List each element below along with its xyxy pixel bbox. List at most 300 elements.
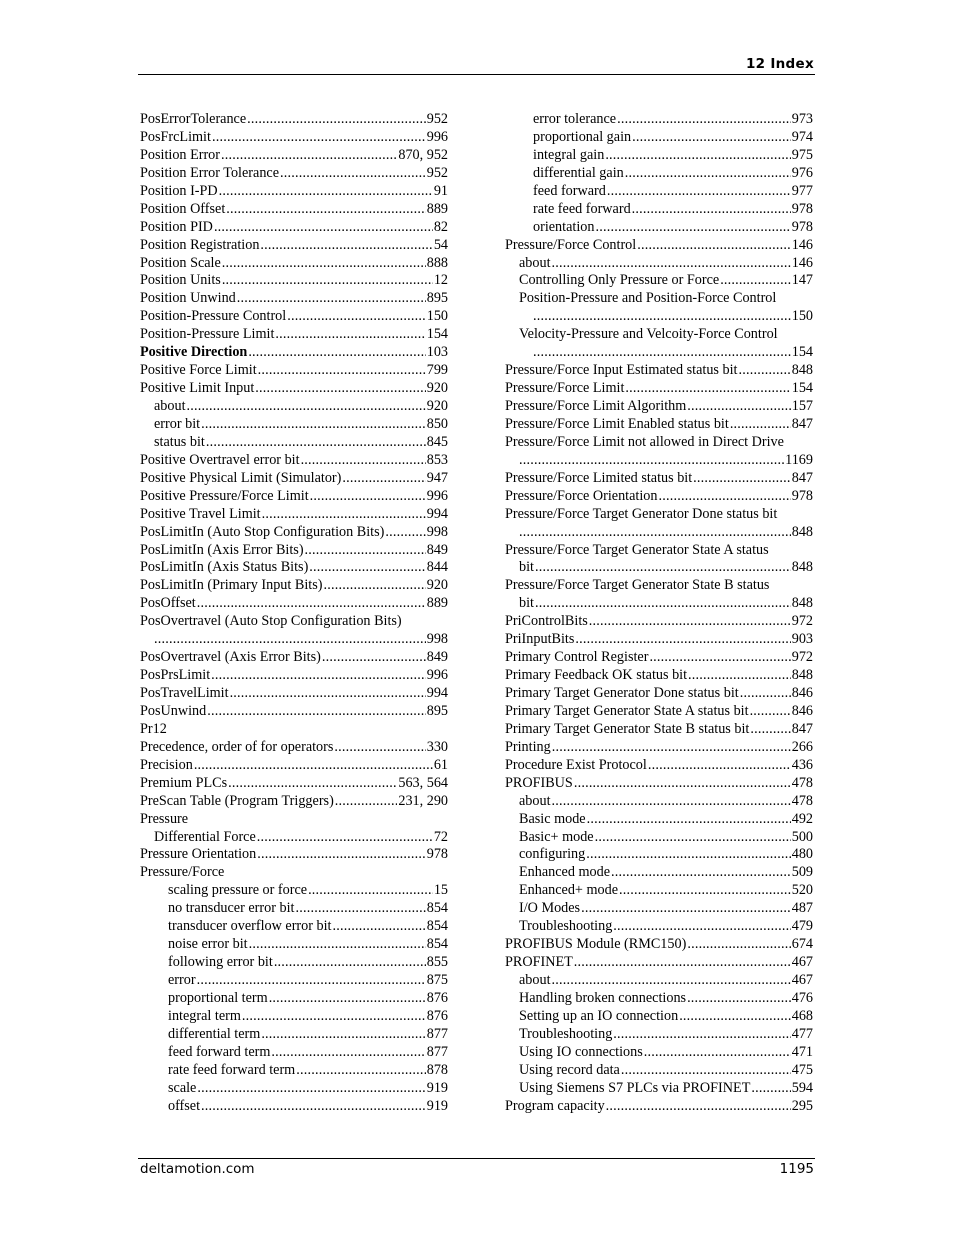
page-reference-link[interactable]: 150 [791, 308, 813, 325]
page-reference-link[interactable]: 154 [791, 380, 813, 397]
index-entry [140, 416, 448, 434]
index-entry [505, 524, 813, 542]
dot-leader [201, 1098, 426, 1116]
dot-leader [535, 595, 791, 613]
index-entry [505, 219, 813, 237]
page-reference-link[interactable]: 468 [791, 1007, 813, 1024]
index-term: Position I-PD [140, 182, 218, 199]
index-entry [140, 129, 448, 147]
index-term: Pressure/Force Control [505, 236, 637, 253]
footer-page-number: 1195 [779, 1161, 814, 1177]
index-entry [505, 201, 813, 219]
dot-leader [595, 219, 790, 237]
index-term: rate feed forward [533, 200, 631, 217]
page-reference-link[interactable]: 994 [426, 505, 448, 522]
page-reference-link[interactable]: 150 [426, 308, 448, 325]
index-term: Position Unwind [140, 290, 236, 307]
index-entry [140, 954, 448, 972]
index-term: transducer overflow error bit [168, 918, 332, 935]
page-reference-link[interactable]: 878 [426, 1061, 448, 1078]
dot-leader [611, 864, 791, 882]
page-reference-link[interactable]: 998 [426, 631, 448, 648]
page-reference-link[interactable]: 876 [426, 989, 448, 1006]
page-reference-link[interactable]: 889 [426, 200, 448, 217]
dot-leader [617, 111, 791, 129]
page-reference-link[interactable]: 72 [433, 828, 448, 845]
dot-leader [687, 936, 790, 954]
dot-leader [323, 577, 425, 595]
index-entry [505, 506, 813, 524]
index-entry [140, 219, 448, 237]
page-reference-link[interactable]: 919 [426, 1079, 448, 1096]
index-entry [140, 667, 448, 685]
index-entry [140, 739, 448, 757]
index-entry [140, 864, 448, 882]
page-reference-link[interactable]: 977 [791, 182, 813, 199]
page-reference-link[interactable]: 492 [791, 810, 813, 827]
index-term: PosUnwind [140, 702, 207, 719]
index-entry [505, 846, 813, 864]
index-term: Positive Physical Limit (Simulator) [140, 469, 342, 486]
page-reference-link[interactable]: 509 [791, 864, 813, 881]
index-entry [505, 1098, 813, 1116]
index-entry [140, 201, 448, 219]
index-entry [140, 972, 448, 990]
page-reference-link[interactable]: 978 [791, 487, 813, 504]
dot-leader [751, 1080, 790, 1098]
index-term: Precision [140, 756, 193, 773]
index-term: offset [168, 1097, 201, 1114]
index-entry [505, 1008, 813, 1026]
page-reference-link[interactable]: 998 [426, 523, 448, 540]
page-reference-link[interactable]: 846 [791, 685, 813, 701]
index-term: error tolerance [533, 111, 617, 127]
dot-leader [552, 255, 791, 273]
index-entry [505, 631, 813, 649]
dot-leader [222, 255, 426, 273]
index-term: Positive Travel Limit [140, 505, 261, 522]
index-entry [505, 1062, 813, 1080]
index-entry [505, 272, 813, 290]
page-reference-link[interactable]: 487 [791, 900, 813, 917]
page-reference-link[interactable]: 847 [791, 469, 813, 486]
index-entry [140, 757, 448, 775]
index-entry [140, 882, 448, 900]
index-entry [140, 165, 448, 183]
page-reference-link[interactable]: 850 [426, 415, 448, 432]
index-term: Primary Target Generator State B status bit [505, 720, 750, 737]
index-entry [140, 488, 448, 506]
index-entry [505, 416, 813, 434]
index-term: Pressure/Force Target Generator State A status [505, 541, 769, 558]
index-entry [505, 1080, 813, 1098]
page-reference-link[interactable]: 877 [426, 1043, 448, 1060]
page-reference-link[interactable]: 888 [426, 254, 448, 271]
page-reference-link[interactable]: 91 [433, 182, 448, 199]
page-reference-link[interactable]: 978 [791, 218, 813, 235]
page-reference-link[interactable]: 154 [791, 344, 813, 361]
index-term: PosFrcLimit [140, 128, 211, 145]
page-reference-link[interactable]: 330 [426, 738, 448, 755]
index-entry [505, 990, 813, 1008]
dot-leader [271, 1044, 425, 1062]
index-term: Primary Control Register [505, 649, 649, 666]
index-column-left [140, 111, 448, 1116]
index-entry [505, 362, 813, 380]
index-entry [140, 918, 448, 936]
page-reference-link[interactable]: 157 [791, 398, 813, 414]
page-reference-link[interactable]: 594 [791, 1079, 813, 1096]
index-entry [505, 1044, 813, 1062]
page-reference-link[interactable]: 973 [791, 111, 813, 127]
index-entry [505, 721, 813, 739]
dot-leader [260, 237, 432, 255]
dot-leader [335, 793, 398, 811]
page-reference-link[interactable]: 919 [426, 1097, 448, 1114]
index-entry [505, 129, 813, 147]
dot-leader [305, 542, 426, 560]
index-entry [140, 255, 448, 273]
page-reference-link[interactable]: 846 [791, 702, 813, 719]
dot-leader [687, 398, 790, 416]
index-entry [505, 398, 813, 416]
page-reference-link[interactable]: 563, 564 [398, 774, 448, 791]
dot-leader [301, 452, 426, 470]
page-reference-link[interactable]: 799 [426, 362, 448, 379]
page-reference-link[interactable]: 920 [426, 577, 448, 594]
page-reference-link[interactable]: 1169 [785, 451, 813, 468]
page-reference-link[interactable]: 436 [791, 756, 813, 773]
footer-rule [138, 1158, 815, 1159]
page-reference-link[interactable]: 952 [426, 164, 448, 181]
page-reference-link[interactable]: 978 [426, 846, 448, 863]
dot-leader [212, 129, 426, 147]
page-reference-link[interactable]: 266 [791, 738, 813, 755]
dot-leader [207, 703, 425, 721]
dot-leader [632, 129, 791, 147]
dot-leader [310, 488, 426, 506]
page-reference-link[interactable]: 974 [791, 128, 813, 145]
dot-leader [258, 362, 426, 380]
page-reference-link[interactable]: 996 [426, 487, 448, 504]
index-term: Primary Target Generator State A status bit [505, 702, 749, 719]
dot-leader [248, 344, 425, 362]
dot-leader [334, 739, 425, 757]
index-entry [140, 147, 448, 165]
index-term: Pressure [140, 810, 189, 827]
dot-leader [574, 954, 791, 972]
dot-leader [230, 685, 426, 703]
index-term: rate feed forward term [168, 1061, 296, 1078]
index-entry [140, 1098, 448, 1116]
dot-leader [322, 649, 426, 667]
index-entry [140, 685, 448, 703]
index-entry [505, 111, 813, 129]
dot-leader [296, 1062, 426, 1080]
dot-leader [644, 1044, 791, 1062]
page-reference-link[interactable]: 848 [791, 559, 813, 576]
index-entry [140, 559, 448, 577]
index-entry [505, 559, 813, 577]
page-reference-link[interactable]: 996 [426, 128, 448, 145]
index-term: Program capacity [505, 1097, 605, 1114]
index-term: Velocity-Pressure and Velcoity-Force Control [519, 326, 778, 343]
index-entry [140, 290, 448, 308]
index-entry [140, 524, 448, 542]
index-entry [505, 290, 813, 308]
dot-leader [249, 936, 426, 954]
page-reference-link[interactable]: 848 [791, 595, 813, 612]
dot-leader [197, 595, 426, 613]
dot-leader [187, 398, 426, 416]
dot-leader [613, 918, 790, 936]
index-term: PriInputBits [505, 631, 575, 648]
page-reference-link[interactable]: 920 [426, 398, 448, 414]
page-reference-link[interactable]: 467 [791, 972, 813, 988]
dot-leader [280, 165, 426, 183]
page-reference-link[interactable]: 231, 290 [398, 792, 448, 809]
dot-leader [621, 1062, 791, 1080]
dot-leader [720, 272, 791, 290]
index-term: about [519, 792, 551, 809]
index-term: Position Scale [140, 254, 221, 271]
index-entry [505, 811, 813, 829]
index-entry [140, 721, 448, 739]
page-reference-link[interactable]: 994 [426, 685, 448, 701]
index-entry [505, 165, 813, 183]
page-reference-link[interactable]: 471 [791, 1043, 813, 1060]
index-entry [505, 344, 813, 362]
index-term: PosLimitIn (Axis Error Bits) [140, 541, 304, 558]
index-term: Pressure/Force Limited status bit [505, 469, 693, 486]
page-reference-link[interactable]: 154 [426, 326, 448, 343]
index-term: Premium PLCs [140, 774, 228, 791]
page-reference-link[interactable]: 889 [426, 595, 448, 612]
index-term: Pr12 [140, 720, 167, 737]
page-reference-link[interactable]: 952 [426, 111, 448, 127]
index-entry [505, 452, 813, 470]
dot-leader [605, 147, 790, 165]
page-reference-link[interactable]: 978 [791, 200, 813, 217]
index-entry [140, 380, 448, 398]
index-entry [140, 452, 448, 470]
page-reference-link[interactable]: 61 [433, 756, 448, 773]
dot-leader [247, 111, 426, 129]
index-term: Position PID [140, 218, 213, 235]
index-entry [505, 882, 813, 900]
index-entry [140, 183, 448, 201]
page-reference-link[interactable]: 947 [426, 469, 448, 486]
dot-leader [607, 183, 791, 201]
page-reference-link[interactable]: 845 [426, 433, 448, 450]
page-reference-link[interactable]: 855 [426, 954, 448, 971]
index-entry [140, 936, 448, 954]
index-term: Using record data [519, 1061, 620, 1078]
page-reference-link[interactable]: 903 [791, 631, 813, 648]
dot-leader [589, 613, 791, 631]
index-term: Pressure/Force Limit Enabled status bit [505, 415, 729, 432]
dot-leader [535, 559, 791, 577]
page-reference-link[interactable]: 854 [426, 918, 448, 935]
page-reference-link[interactable]: 476 [791, 989, 813, 1006]
page-reference-link[interactable]: 12 [433, 272, 448, 289]
index-term: Primary Target Generator Done status bit [505, 685, 739, 701]
dot-leader [688, 667, 791, 685]
index-term: Pressure/Force Input Estimated status bit [505, 362, 738, 379]
index-entry [140, 237, 448, 255]
page-reference-link[interactable]: 972 [791, 649, 813, 666]
page-reference-link[interactable]: 82 [433, 218, 448, 235]
index-entry [505, 864, 813, 882]
page-reference-link[interactable]: 876 [426, 1007, 448, 1024]
index-entry [140, 344, 448, 362]
page-reference-link[interactable]: 877 [426, 1025, 448, 1042]
page-reference-link[interactable]: 976 [791, 164, 813, 181]
index-term: Primary Feedback OK status bit [505, 667, 688, 684]
page-reference-link[interactable]: 854 [426, 936, 448, 953]
dot-leader [262, 506, 426, 524]
page-reference-link[interactable]: 848 [791, 362, 813, 379]
page-reference-link[interactable]: 844 [426, 559, 448, 576]
dot-leader [194, 757, 433, 775]
index-term: following error bit [168, 954, 273, 971]
index-term: Positive Pressure/Force Limit [140, 487, 309, 504]
index-entry [140, 793, 448, 811]
dot-leader [228, 775, 397, 793]
index-term: I/O Modes [519, 900, 581, 917]
dot-leader [308, 882, 433, 900]
page-reference-link[interactable]: 853 [426, 451, 448, 468]
index-term: about [519, 254, 551, 271]
dot-leader [625, 380, 790, 398]
index-term: Pressure/Force Target Generator Done status bit [505, 505, 778, 522]
page-reference-link[interactable]: 854 [426, 900, 448, 917]
dot-leader [606, 1098, 791, 1116]
page-reference-link[interactable]: 15 [433, 882, 448, 899]
index-term: Positive Overtravel error bit [140, 451, 300, 468]
index-term: proportional term [168, 989, 268, 1006]
index-entry [505, 577, 813, 595]
index-entry [505, 900, 813, 918]
index-term: Basic mode [519, 810, 586, 827]
index-entry [140, 398, 448, 416]
page-reference-link[interactable]: 895 [426, 702, 448, 719]
dot-leader [222, 272, 433, 290]
dot-leader [211, 667, 426, 685]
index-entry [140, 111, 448, 129]
index-entry [140, 1008, 448, 1026]
index-term: bit [519, 559, 534, 576]
index-term: PosPrsLimit [140, 667, 211, 684]
dot-leader [632, 201, 791, 219]
page-reference-link[interactable]: 920 [426, 380, 448, 397]
index-term: about [519, 972, 551, 988]
page-reference-link[interactable]: 54 [433, 236, 448, 253]
index-term: Positive Force Limit [140, 362, 257, 379]
index-entry [505, 380, 813, 398]
dot-leader [552, 739, 791, 757]
page-reference-link[interactable]: 475 [791, 1061, 813, 1078]
dot-leader [206, 434, 426, 452]
index-entry [140, 811, 448, 829]
dot-leader [625, 165, 791, 183]
page-reference-link[interactable]: 478 [791, 774, 813, 791]
index-entry [140, 846, 448, 864]
dot-leader [237, 290, 426, 308]
page-reference-link[interactable]: 849 [426, 541, 448, 558]
page-reference-link[interactable]: 146 [791, 236, 813, 253]
index-term: Basic+ mode [519, 828, 594, 845]
page-reference-link[interactable]: 895 [426, 290, 448, 307]
index-term: scaling pressure or force [168, 882, 308, 899]
page-reference-link[interactable]: 146 [791, 254, 813, 271]
page-reference-link[interactable]: 295 [791, 1097, 813, 1114]
index-term: Handling broken connections [519, 989, 687, 1006]
dot-leader [257, 846, 425, 864]
dot-leader [385, 524, 425, 542]
page-reference-link[interactable]: 996 [426, 667, 448, 684]
dot-leader [581, 900, 791, 918]
dot-leader [750, 721, 790, 739]
index-term: Pressure/Force Limit not allowed in Direct Drive [505, 433, 784, 450]
index-entry [140, 613, 448, 631]
page-reference-link[interactable]: 479 [791, 918, 813, 935]
page-reference-link[interactable]: 467 [791, 954, 813, 971]
index-entry [505, 542, 813, 560]
dot-leader [519, 452, 784, 470]
index-term: Precedence, order of for operators [140, 738, 334, 755]
header-rule [138, 74, 815, 75]
page-reference-link[interactable]: 674 [791, 936, 813, 953]
index-term: PosOffset [140, 595, 196, 612]
page-reference-link[interactable]: 848 [791, 667, 813, 684]
page-reference-link[interactable]: 478 [791, 792, 813, 809]
index-term: Positive Limit Input [140, 380, 255, 397]
index-term: Enhanced+ mode [519, 882, 619, 899]
dot-leader [269, 990, 426, 1008]
index-entry [505, 649, 813, 667]
index-term: Pressure/Force Limit [505, 380, 625, 397]
page-reference-link[interactable]: 848 [791, 523, 813, 540]
page-reference-link[interactable]: 500 [791, 828, 813, 845]
page-reference-link[interactable]: 870, 952 [398, 146, 448, 163]
dot-leader [255, 380, 425, 398]
page-reference-link[interactable]: 520 [791, 882, 813, 899]
index-term: Pressure/Force Target Generator State B status [505, 577, 770, 594]
dot-leader [687, 990, 791, 1008]
page-reference-link[interactable]: 875 [426, 972, 448, 988]
index-entry [140, 595, 448, 613]
page-reference-link[interactable]: 477 [791, 1025, 813, 1042]
page-reference-link[interactable]: 849 [426, 649, 448, 666]
page-reference-link[interactable]: 147 [791, 272, 813, 289]
page-reference-link[interactable]: 103 [426, 344, 448, 361]
index-term: PriControlBits [505, 613, 588, 630]
index-term: Using IO connections [519, 1043, 643, 1060]
index-entry [505, 972, 813, 990]
index-term: Positive Direction [140, 344, 248, 361]
dot-leader [693, 470, 791, 488]
page-reference-link[interactable]: 975 [791, 146, 813, 163]
index-entry [505, 829, 813, 847]
dot-leader [595, 829, 791, 847]
page-reference-link[interactable]: 972 [791, 613, 813, 630]
page-reference-link[interactable]: 847 [791, 415, 813, 432]
index-term: Position-Pressure Control [140, 308, 287, 325]
page-reference-link[interactable]: 847 [791, 720, 813, 737]
dot-leader [261, 1026, 425, 1044]
page-reference-link[interactable]: 480 [791, 846, 813, 863]
